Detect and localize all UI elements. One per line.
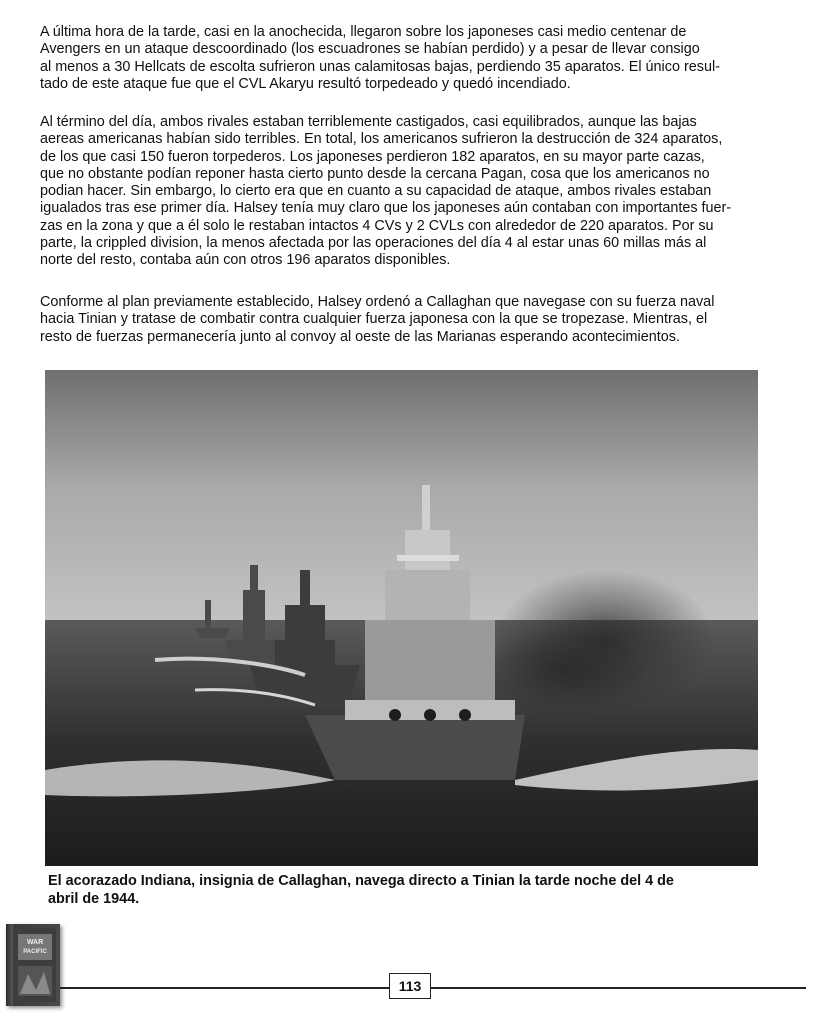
book-title-line2: PACIFIC (23, 949, 47, 955)
paragraph-2: Al término del día, ambos rivales estaban terriblemente castigados, casi equilibrados, aunque las bajas aereas americanas habían sido terribles. En total, los americanos sufrieron la destrucción de 324 aparatos, de los que casi 150 fueron torpederos. Los japoneses perdieron 182 aparatos, en su mayor parte cazas, que no obstante podían reponer hasta cierto punto desde la cercana Pagan, cosa que los americanos no podian hacer. Sin embargo, lo cierto era que en cuanto a su capacidad de ataque, ambos rivales estaban igualados tras ese primer día. Halsey tenía muy claro que los japoneses aún contaban con importantes fuer- zas en la zona y que a él solo le restaban intactos 4 CVs y 2 CVLs con alrededor de 220 aparatos. Por su parte, la crippled division, la menos afectada por las operaciones del día 4 al estar unas 60 millas más al norte del resto, contaba aún con otros 196 aparatos disponibles. (40, 114, 732, 269)
paragraph-1: A última hora de la tarde, casi en la anochecida, llegaron sobre los japoneses casi medio centenar de Avengers en un ataque descoordinado (los escuadrones se habían perdido) y a pesar de llevar consigo al menos a 30 Hellcats de escolta sufrieron unas calamitosas bajas, perdiendo 35 aparatos. El único resul- tado de este ataque fue que el CVL Akaryu resultó torpedeado y quedó incendiado. (40, 24, 720, 92)
battleship-photo (45, 370, 758, 866)
photo-caption: El acorazado Indiana, insignia de Callaghan, navega directo a Tinian la tarde noche del 4 de abril de 1944. (48, 873, 674, 907)
book-cover-thumbnail (6, 924, 60, 1006)
footer-rule (60, 987, 806, 989)
page-number: 113 (389, 973, 431, 999)
paragraph-3: Conforme al plan previamente establecido, Halsey ordenó a Callaghan que navegase con su fuerza naval hacia Tinian y tratase de combatir contra cualquier fuerza japonesa con la que se tropezase. Mientras, el resto de fuerzas permanecería junto al convoy al oeste de las Marianas esperando acontecimientos. (40, 294, 715, 345)
book-title-line1: WAR (26, 939, 44, 946)
